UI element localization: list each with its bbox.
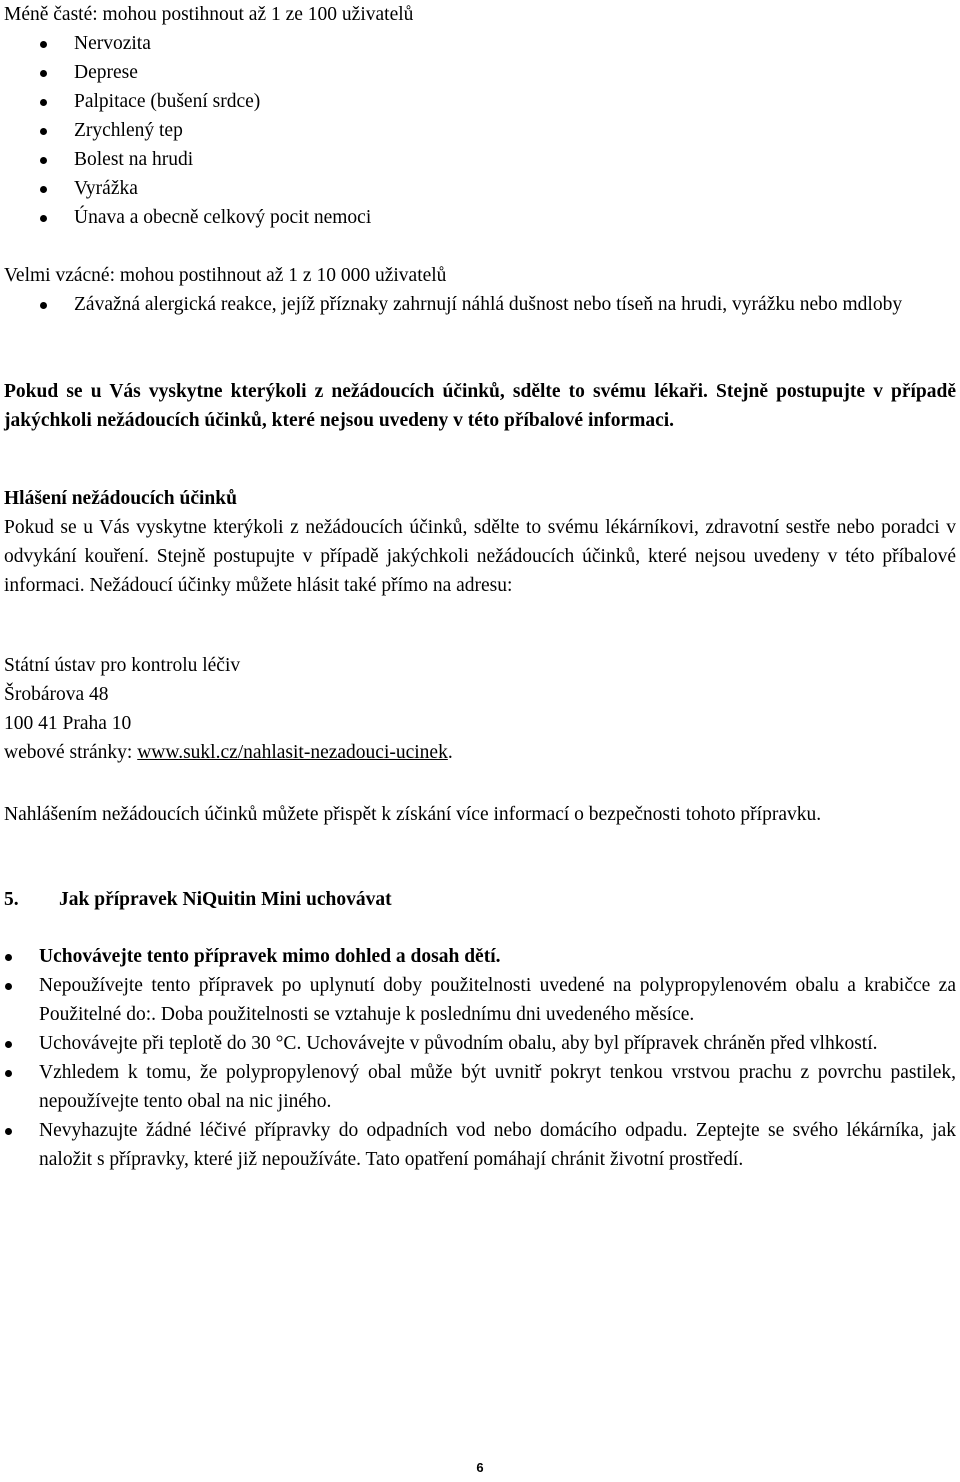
- list-item: Uchovávejte tento přípravek mimo dohled a dosah dětí.: [4, 942, 956, 971]
- list-item: Vyrážka: [4, 174, 956, 203]
- list-item: Nepoužívejte tento přípravek po uplynutí doby použitelnosti uvedené na polypropylenovém obalu a krabičce za Použitelné do:. Doba použitelnosti se vztahuje k poslednímu dni uvedeného měsíce.: [4, 971, 956, 1029]
- uncommon-section: [4, 0, 956, 232]
- web-link[interactable]: www.sukl.cz/nahlasit-nezadouci-ucinek: [137, 742, 448, 763]
- reporting-text: Pokud se u Vás vyskytne kterýkoli z nežádoucích účinků, sdělte to svému lékárníkovi, zdravotní sestře nebo poradci v odvykání kouření. Stejně postupujte v případě jakýchkoli nežádoucích účinků, které nejsou uvedeny v této příbalové informaci. Nežádoucí účinky můžete hlásit také přímo na adresu:: [4, 517, 956, 596]
- section-title: Jak přípravek NiQuitin Mini uchovávat: [59, 889, 392, 910]
- uncommon-list: [4, 29, 956, 232]
- reporting-heading: Hlášení nežádoucích účinků: [4, 488, 237, 509]
- very-rare-list: [4, 290, 956, 319]
- section-number: 5.: [4, 889, 19, 910]
- warning-paragraph: Pokud se u Vás vyskytne kterýkoli z nežádoucích účinků, sdělte to svému lékaři. Stejně postupujte v případě jakýchkoli nežádoucích účinků, které nejsou uvedeny v této příbalové informaci.: [4, 381, 956, 431]
- list-item: Nevyhazujte žádné léčivé přípravky do odpadních vod nebo domácího odpadu. Zeptejte se svého lékárníka, jak naložit s přípravky, které již nepoužíváte. Tato opatření pomáhají chránit životní prostředí.: [4, 1116, 956, 1174]
- bullet-icon: [40, 99, 47, 106]
- page-number: 6: [476, 1460, 484, 1475]
- bullet-icon: [5, 983, 12, 990]
- list-item: Bolest na hrudi: [4, 145, 956, 174]
- bullet-icon: [5, 1128, 12, 1135]
- address-line: Šrobárova 48: [4, 684, 109, 705]
- bullet-icon: [5, 954, 12, 961]
- uncommon-heading: Méně časté: mohou postihnout až 1 ze 100 uživatelů: [4, 4, 414, 25]
- bullet-icon: [5, 1070, 12, 1077]
- list-item: Vzhledem k tomu, že polypropylenový obal může být uvnitř pokryt tenkou vrstvou prachu z povrchu pastilek, nepoužívejte tento obal na nic jiného.: [4, 1058, 956, 1116]
- list-item: Uchovávejte při teplotě do 30 °C. Uchovávejte v původním obalu, aby byl přípravek chráněn před vlhkostí.: [4, 1029, 956, 1058]
- address-line: 100 41 Praha 10: [4, 713, 132, 734]
- list-item: Nervozita: [4, 29, 956, 58]
- web-label: webové stránky:: [4, 742, 138, 763]
- bullet-icon: [40, 302, 47, 309]
- list-item: Závažná alergická reakce, jejíž příznaky zahrnují náhlá dušnost nebo tíseň na hrudi, vyrážku nebo mdloby: [4, 290, 956, 319]
- list-item: Deprese: [4, 58, 956, 87]
- web-line: webové stránky: www.sukl.cz/nahlasit-nezadouci-ucinek.: [4, 742, 453, 763]
- storage-list: [4, 942, 956, 1174]
- bullet-icon: [5, 1041, 12, 1048]
- list-item: Zrychlený tep: [4, 116, 956, 145]
- bullet-icon: [40, 215, 47, 222]
- address-block: [4, 651, 956, 767]
- bullet-icon: [40, 41, 47, 48]
- bullet-icon: [40, 128, 47, 135]
- very-rare-heading: Velmi vzácné: mohou postihnout až 1 z 10 000 uživatelů: [4, 265, 447, 286]
- list-item: Únava a obecně celkový pocit nemoci: [4, 203, 956, 232]
- very-rare-section: [4, 261, 956, 319]
- reporting-section: [4, 484, 956, 600]
- list-item: Palpitace (bušení srdce): [4, 87, 956, 116]
- reporting-closing: Nahlášením nežádoucích účinků můžete přispět k získání více informací o bezpečnosti tohoto přípravku.: [4, 804, 822, 825]
- bullet-icon: [40, 70, 47, 77]
- bullet-icon: [40, 186, 47, 193]
- address-line: Státní ústav pro kontrolu léčiv: [4, 655, 241, 676]
- bullet-icon: [40, 157, 47, 164]
- section-5-heading: [4, 885, 956, 914]
